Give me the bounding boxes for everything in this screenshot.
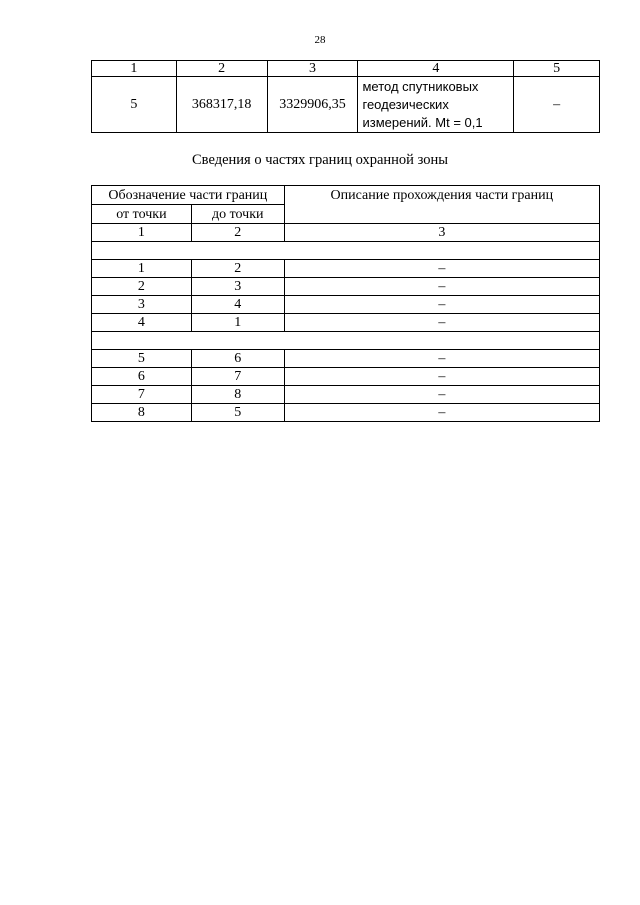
to-cell: 5 [191, 404, 284, 422]
method-line: геодезических [362, 96, 449, 112]
to-cell: 8 [191, 386, 284, 404]
from-cell: 4 [92, 314, 192, 332]
method-cell [358, 77, 514, 133]
section-title: Сведения о частях границ охранной зоны [192, 152, 448, 168]
table-row [92, 296, 600, 314]
coordinates-table [91, 60, 600, 133]
x-coordinate-cell: 368317,18 [176, 77, 267, 133]
y-coordinate-cell: 3329906,35 [267, 77, 358, 133]
header-cell: 1 [92, 61, 177, 77]
header-to-cell: до точки [191, 205, 284, 224]
description-cell: – [284, 386, 599, 404]
from-cell: 6 [92, 368, 192, 386]
from-cell: 5 [92, 350, 192, 368]
page-number: 28 [314, 34, 326, 46]
header-cell: 2 [176, 61, 267, 77]
column5-cell: – [514, 77, 600, 133]
table-row [92, 77, 600, 133]
to-cell: 6 [191, 350, 284, 368]
blank-separator-row [92, 332, 600, 350]
description-cell: – [284, 350, 599, 368]
header-cell: 5 [514, 61, 600, 77]
blank-cell [92, 332, 600, 350]
table-header-row [92, 186, 600, 205]
method-line: измерений. Mt = 0,1 [362, 114, 483, 130]
table-row [92, 314, 600, 332]
to-cell: 2 [191, 260, 284, 278]
table-row [92, 404, 600, 422]
from-cell: 2 [92, 278, 192, 296]
to-cell: 7 [191, 368, 284, 386]
blank-cell [92, 242, 600, 260]
column-number-cell: 3 [284, 224, 599, 242]
from-cell: 3 [92, 296, 192, 314]
header-from-cell: от точки [92, 205, 192, 224]
from-cell: 8 [92, 404, 192, 422]
method-line: метод спутниковых [362, 78, 479, 94]
description-cell: – [284, 296, 599, 314]
header-group-cell: Обозначение части границ [92, 186, 285, 205]
table-row [92, 350, 600, 368]
to-cell: 1 [191, 314, 284, 332]
description-cell: – [284, 260, 599, 278]
description-cell: – [284, 278, 599, 296]
to-cell: 4 [191, 296, 284, 314]
table-header-row [92, 61, 600, 77]
blank-separator-row [92, 242, 600, 260]
column-number-cell: 1 [92, 224, 192, 242]
from-cell: 7 [92, 386, 192, 404]
header-description-cell: Описание прохождения части границ [284, 186, 599, 224]
point-number-cell: 5 [92, 77, 177, 133]
table-row [92, 368, 600, 386]
header-cell: 3 [267, 61, 358, 77]
to-cell: 3 [191, 278, 284, 296]
table-row [92, 278, 600, 296]
column-number-cell: 2 [191, 224, 284, 242]
table-row [92, 386, 600, 404]
description-cell: – [284, 404, 599, 422]
column-numbers-row [92, 224, 600, 242]
description-cell: – [284, 368, 599, 386]
description-cell: – [284, 314, 599, 332]
from-cell: 1 [92, 260, 192, 278]
boundary-parts-table [91, 185, 600, 422]
table-row [92, 260, 600, 278]
header-cell: 4 [358, 61, 514, 77]
